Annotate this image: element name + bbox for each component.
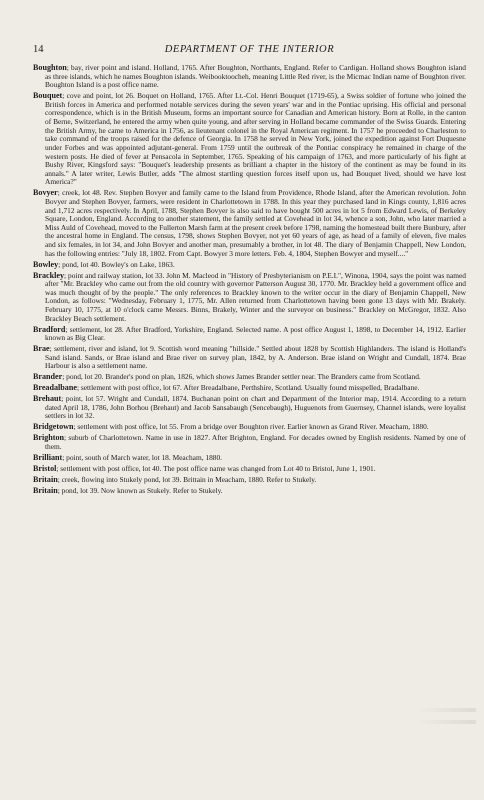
entry-text: ; settlement with post office, lot 40. The post office name was changed from Lot 40 to Bristol, June 1, 1901. bbox=[56, 463, 376, 473]
gazetteer-entries bbox=[33, 64, 466, 498]
entry-text: ; creek, lot 48. Rev. Stephen Bovyer and family came to the Island from Providence, Rhode Island, after the American revolution. John Bovyer and Stephen Bovyer, farmers, were resident in Charlottetown in 1788. In this year they purchased land in Kings county, 1,816 acres and 1,712 acres respectively. In April, 1788, Stephen Bovyer is also said to have bought 500 acres in lot 5 from Edward Lewis, of Berkeley Square, London, England. According to another statement, the family settled at Covehead in lot 34, whence a son, John, who later married a Miss Auld of Covehead, moved to the Fullerton Marsh farm at the present creek before 1798, naming the homestead built there Bunbury, after the ancestral home in England. The census, 1798, shows Stephen Bovyer, not yet 60 years of age, as head of a family of eleven, five males and six females, in lot 34, and John Bovyer and another man, presumably a brother, in lot 48. The diary of Benjamin Chappell, New London, has the following entries: "July 18, 1802. From Capt. Bowyer 3 more letters. Feb. 4, 1804, Stephen Bowyer and myself...." bbox=[45, 188, 466, 258]
show-through-mark bbox=[416, 708, 476, 712]
entry-breadalbane bbox=[33, 384, 466, 393]
entry-text: ; pond, lot 20. Brander's pond on plan, 1826, which shows James Brander settler near. The Branders came from Scotland. bbox=[62, 372, 421, 382]
entry-text: ; cove and point, lot 26. Boquet on Holland, 1765. After Lt.-Col. Henri Bouquet (1719-65), a Swiss soldier of fortune who joined the British forces in America and performed notable services during the seven years' war and in the Pontiac uprising. His official and personal correspondence, which is in the British Museum, forms an important source for Canadian and American history. Born at Rolle, in the canton of Berne, Switzerland, he entered the army when quite young, and after serving in Holland became commander of the Swiss Guards. Entering the British Army, he came to America in 1756, as lieutenant colonel in the Royal American regiment. In 1757 he proceeded to Charleston to take command of the troops raised for the defence of Georgia. In 1758 he served in New York, joined the expedition against Fort Duquesne under Forbes and was appointed adjutant-general. From 1759 until the outbreak of the Pontiac conspiracy he remained in charge of the western posts. He died of fever at Pensacola in September, 1765. Speaking of his campaign of 1763, and more particularly of his fight at Bushy River, Kingsford says: "Bouquet's leadership presents as brilliant a chapter in the history of the continent as may be found in its annals." A later writer, Lewis Butler, adds "The almost startling question forces itself upon us, had Bouquet lived, should we have lost America?" bbox=[45, 91, 466, 187]
entry-brander bbox=[33, 373, 466, 382]
entry-brae bbox=[33, 345, 466, 371]
entry-boughton bbox=[33, 64, 466, 90]
entry-bridgetown bbox=[33, 423, 466, 432]
entry-text: ; point, lot 57. Wright and Cundall, 1874. Buchanan point on chart and Department of the Interior map, 1914. According to a return dated April 18, 1786, John Borhou (Brehaut) and Jacob Sansabaugh (Sencebaugh), Huguenots from Guernsey, Channel islands, were loyalist settlers in lot 32. bbox=[45, 394, 466, 421]
entry-brighton bbox=[33, 434, 466, 451]
entry-bovyer bbox=[33, 189, 466, 258]
entry-bouquet bbox=[33, 92, 466, 187]
entry-term: Brehaut bbox=[33, 394, 62, 404]
page-number: 14 bbox=[33, 44, 44, 55]
entry-term: Breadalbane bbox=[33, 383, 77, 393]
entry-term: Bouquet bbox=[33, 91, 63, 101]
entry-term: Bowley bbox=[33, 259, 59, 269]
entry-bristol bbox=[33, 465, 466, 474]
entry-text: ; suburb of Charlottetown. Name in use in 1827. After Brighton, England. For decades owned by English residents. Named by one of them. bbox=[45, 433, 466, 451]
entry-bradford bbox=[33, 326, 466, 343]
entry-term: Boughton bbox=[33, 63, 67, 72]
show-through-mark bbox=[416, 720, 476, 724]
entry-term: Britain bbox=[33, 485, 58, 495]
entry-term: Bristol bbox=[33, 463, 57, 473]
entry-text: ; creek, flowing into Stukely pond, lot 39. Brittain in Meacham, 1880. Refer to Stukely. bbox=[57, 474, 317, 484]
entry-text: ; settlement with post office, lot 55. From a bridge over Boughton river. Earlier known as Grand River. Meacham, 1880. bbox=[73, 422, 429, 432]
entry-text: ; settlement, lot 28. After Bradford, Yorkshire, England. Selected name. A post office August 1, 1898, to December 14, 1912. Earlier known as Big Clear. bbox=[45, 324, 466, 343]
entry-term: Brilliant bbox=[33, 452, 63, 462]
entry-text: ; bay, river point and island. Holland, 1765. After Boughton, Northants, England. Refer to Cardigan. Holland shows Boughton island as three islands, which he names Boughton islands. Weibooktoocheh, meaning Little Red river, is the Micmac Indian name of Boughton river. Boughton Island is a post office name. bbox=[45, 63, 466, 90]
entry-term: Britain bbox=[33, 474, 58, 484]
entry-term: Bridgetown bbox=[33, 422, 74, 432]
entry-brilliant bbox=[33, 454, 466, 463]
running-title: DEPARTMENT OF THE INTERIOR bbox=[164, 44, 335, 55]
page-header bbox=[33, 44, 466, 58]
entry-brackley bbox=[33, 272, 466, 324]
entry-text: ; settlement with post office, lot 67. After Breadalbane, Perthshire, Scotland. Usually found misspelled, Bradalbane. bbox=[76, 383, 420, 393]
entry-term: Bovyer bbox=[33, 188, 58, 198]
entry-term: Bradford bbox=[33, 324, 66, 334]
entry-term: Brighton bbox=[33, 433, 65, 443]
entry-text: ; point, south of March water, lot 18. Meacham, 1880. bbox=[62, 452, 223, 462]
entry-text: ; pond, lot 39. Now known as Stukely. Refer to Stukely. bbox=[57, 485, 223, 495]
entry-brehaut bbox=[33, 395, 466, 421]
entry-text: ; point and railway station, lot 33. John M. Macleod in "History of Presbyterianism on P.E.I.", Winona, 1904, says the point was named after "Mr. Brackley who came out from the old country with governor Patterson August 30, 1770. Mr. Brackley held a government office and was much thought of by the people." The only references to Brackley known to the writer occur in the diary of Benjamin Chappell, New London, as follows: "Wednesday, February 1, 1775, Mr. Allen returned from Charlottetown having been gone 13 days with Mr. Brakely. February 10, 1775, at 10 o'clock came Messrs. Binns, Brakely, Winter and the surveyor on business." Brackley on McGregor, 1832. Also Brackley Beach settlement. bbox=[45, 270, 466, 323]
entry-britain-pond bbox=[33, 487, 466, 496]
entry-term: Brander bbox=[33, 372, 63, 382]
entry-text: ; settlement, river and island, lot 9. Scottish word meaning "hillside." Settled about 1828 by Scottish Highlanders. The island is Holland's Sand island. Sands, or Brae island and Brae river on survey plan, 1842, by A. Anderson. Brae island on Wright and Cundall, 1874. Brae Harbour is also a settlement name. bbox=[45, 344, 466, 371]
entry-term: Brae bbox=[33, 344, 50, 354]
entry-text: ; pond, lot 40. Bowley's on Lake, 1863. bbox=[58, 259, 175, 269]
entry-bowley bbox=[33, 261, 466, 270]
entry-britain-creek bbox=[33, 476, 466, 485]
entry-term: Brackley bbox=[33, 270, 65, 280]
